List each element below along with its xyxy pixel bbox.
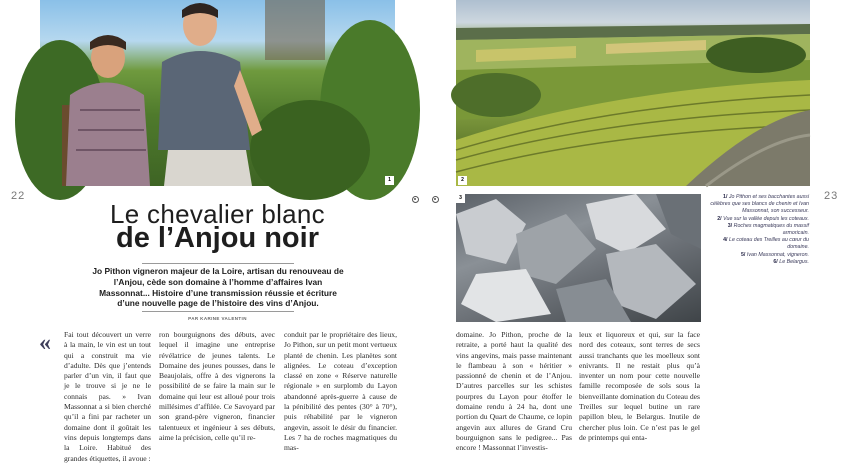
article-column-1: Fai tout découvert un verre à la main, le vin est un tout qui a construit ma vie d’adulte. Dès que j’entends parler d’un vin, il faut que je le trouve si je ne le connais pas. » Ivan Massonnat a si bien cherché qu’il a fini par racheter un domaine dont il goûtait les vins depuis longtemps dans la Loire. Habitué des grandes étiquettes, il avoue : <box>64 330 151 463</box>
photo-frosted-rocks <box>456 194 701 322</box>
headline-line-2: de l’Anjou noir <box>116 222 319 254</box>
caption-item: 3/ Roches magmatiques du massif armoricain. <box>727 222 809 237</box>
photo-number: 2 <box>458 176 467 185</box>
photo-number: 1 <box>385 176 394 185</box>
article-column-4: domaine. Jo Pithon, proche de la retraite, a porté haut la qualité des vins angevins, mais passe maintenant le flambeau à son « héritier » passionné de chenin et de l’Anjou. D’autres parcelles sur les schistes pourpres du Layon pour étoffer le domaine rendu à 24 ha, dont une portion du Quart de Chaume, ce lopin angevin aux allures de Grand Cru bourguignon sans le pedigree... Pas encore ! Massonnat l’investis- <box>456 330 572 453</box>
page-number-right: 23 <box>824 190 839 202</box>
byline: PAR KARINE VALENTIN <box>188 316 247 321</box>
article-column-5: leux et liquoreux et qui, sur la face nord des coteaux, sont terres de secs aussi tranchants que les moelleux sont enivrants. Il ne restait plus qu’à inventer un nom pour cette nouvelle famille recomposée de sols sous la bienveillante domination du Coteau des Treilles sur lequel butine un rare papillon bleu, le Belargus. Inutile de chercher plus loin. Ce n’est pas le gel de printemps qui enta- <box>579 330 700 442</box>
photo-captions <box>709 194 809 266</box>
navigation-dot-icon[interactable] <box>432 196 439 203</box>
photo-vineyard-landscape <box>456 0 810 186</box>
opening-quote-mark: « <box>39 330 51 356</box>
caption-item: 1/ Jo Pithon et ses bacchantes aussi célèbres que ses blancs de chenin et Ivan Massonnat, son successeur. <box>710 194 809 215</box>
article-column-2: ron bourguignons des débuts, avec lequel il imagine une entreprise révélatrice de jeunes talents. Le Domaine des jeunes pousses, dans le Beaujolais, offre à des vignerons la possibilité de se faire la main sur le domaine qui leur est alloué pour trois millésimes d’affilée. Ce Savoyard par son grand-père vigneron, financier talentueux et ingénieur à ses débuts, aime la précision, celle qu’il re- <box>159 330 275 442</box>
standfirst: Jo Pithon vigneron majeur de la Loire, artisan du renouveau de l’Anjou, cède son domaine à l’homme d’affaires Ivan Massonnat... Histoire d’une transmission réussie et écriture d’une nouvelle page de l’histoire des vins d’Anjou. <box>92 266 344 309</box>
headline-line-1: Le chevalier blanc <box>110 199 325 229</box>
vineyard-illustration <box>456 0 810 186</box>
page-number-left: 22 <box>11 190 26 202</box>
article-column-3: conduit par le propriétaire des lieux, Jo Pithon, sur un petit mont vertueux planté de chenin. Les planètes sont alignées. Le coteau d’exception classé en zone « Réserve naturelle régionale » en surplomb du Layon abandonné après-guerre à cause de la pénibilité des pentes (30° à 70°), puis réhabilité par le vigneron angevin, assoit le désir du financier. Les 7 ha de roches magmatiques du mas- <box>284 330 397 453</box>
caption-item: 4/ Le coteau des Treilles au cœur du domaine. <box>723 237 809 251</box>
caption-item: 6/ Le Belargus. <box>773 258 809 265</box>
navigation-dot-icon[interactable] <box>412 196 419 203</box>
caption-item: 5/ Ivan Massonnat, vigneron. <box>740 251 809 258</box>
winemakers-illustration <box>40 0 395 186</box>
divider <box>142 263 294 264</box>
caption-item: 2/ Vue sur la vallée depuis les coteaux. <box>717 215 809 222</box>
photo-winemakers <box>40 0 395 186</box>
photo-number: 3 <box>456 194 465 203</box>
rocks-illustration <box>456 194 701 322</box>
divider <box>142 311 294 312</box>
